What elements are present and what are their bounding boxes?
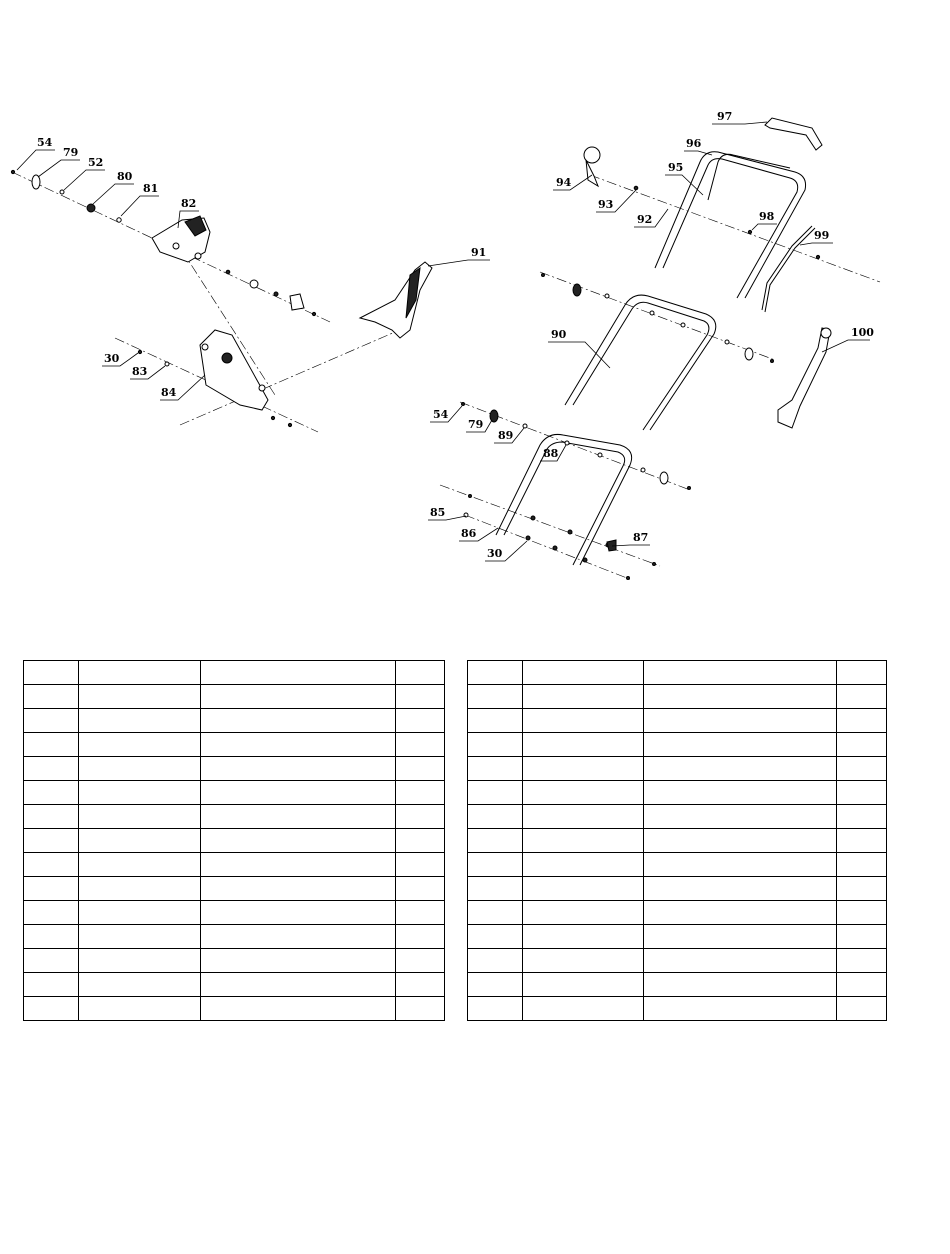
callout-90: 90 — [551, 328, 567, 341]
nut-80 — [87, 204, 95, 212]
callout-54: 54 — [37, 136, 53, 149]
table-cell — [523, 877, 644, 901]
table-cell — [200, 709, 395, 733]
table-row — [468, 829, 887, 853]
table-row — [24, 781, 445, 805]
table-cell — [523, 829, 644, 853]
callout-79-right: 79 — [468, 418, 484, 431]
knob-79 — [32, 175, 40, 189]
table-cell — [523, 757, 644, 781]
table-row — [24, 973, 445, 997]
table-row — [468, 661, 887, 685]
table-cell — [836, 733, 886, 757]
callout-52: 52 — [88, 156, 104, 169]
table-cell — [836, 973, 886, 997]
table-cell — [643, 853, 836, 877]
callout-99: 99 — [814, 229, 830, 242]
table-cell — [643, 949, 836, 973]
table-cell — [468, 685, 523, 709]
table-cell — [395, 685, 444, 709]
table-cell — [79, 901, 201, 925]
table-cell — [395, 661, 444, 685]
table-cell — [79, 973, 201, 997]
table-cell — [523, 997, 644, 1021]
table-cell — [395, 781, 444, 805]
grip-97 — [765, 118, 822, 150]
table-cell — [643, 901, 836, 925]
callout-98: 98 — [759, 210, 775, 223]
table-cell — [24, 853, 79, 877]
table-cell — [24, 973, 79, 997]
table-cell — [468, 901, 523, 925]
table-cell — [395, 709, 444, 733]
table-cell — [24, 949, 79, 973]
table-cell — [836, 997, 886, 1021]
table-row — [468, 973, 887, 997]
table-cell — [24, 877, 79, 901]
table-cell — [395, 997, 444, 1021]
callout-96: 96 — [686, 137, 702, 150]
table-cell — [836, 661, 886, 685]
table-row — [468, 757, 887, 781]
callout-85: 85 — [430, 506, 446, 519]
table-cell — [643, 925, 836, 949]
table-cell — [200, 757, 395, 781]
table-row — [24, 805, 445, 829]
table-cell — [643, 805, 836, 829]
table-cell — [836, 781, 886, 805]
table-cell — [24, 805, 79, 829]
table-cell — [79, 757, 201, 781]
table-cell — [200, 853, 395, 877]
table-cell — [523, 901, 644, 925]
table-cell — [836, 901, 886, 925]
table-cell — [643, 757, 836, 781]
table-cell — [79, 709, 201, 733]
table-cell — [395, 805, 444, 829]
table-cell — [643, 685, 836, 709]
table-cell — [24, 685, 79, 709]
table-cell — [468, 709, 523, 733]
table-cell — [24, 733, 79, 757]
table-cell — [395, 877, 444, 901]
table-cell — [836, 829, 886, 853]
table-cell — [643, 973, 836, 997]
table-row — [468, 853, 887, 877]
callout-30-left: 30 — [104, 352, 120, 365]
table-row — [24, 901, 445, 925]
table-cell — [468, 877, 523, 901]
table-cell — [200, 805, 395, 829]
table-cell — [468, 973, 523, 997]
table-row — [468, 877, 887, 901]
callout-30-right: 30 — [487, 547, 503, 560]
cable-99 — [765, 228, 815, 312]
table-row — [24, 853, 445, 877]
table-cell — [643, 709, 836, 733]
callout-84: 84 — [161, 386, 177, 399]
callout-80: 80 — [117, 170, 133, 183]
table-cell — [643, 997, 836, 1021]
right-assembly — [428, 110, 880, 580]
table-cell — [79, 781, 201, 805]
table-row — [24, 829, 445, 853]
table-cell — [200, 973, 395, 997]
table-cell — [523, 973, 644, 997]
table-cell — [523, 853, 644, 877]
table-cell — [395, 925, 444, 949]
table-cell — [643, 781, 836, 805]
table-cell — [79, 685, 201, 709]
table-cell — [79, 829, 201, 853]
table-cell — [836, 949, 886, 973]
callout-82: 82 — [181, 197, 197, 210]
callout-86: 86 — [461, 527, 477, 540]
callout-88: 88 — [543, 447, 559, 460]
table-cell — [200, 733, 395, 757]
table-row — [468, 709, 887, 733]
table-cell — [395, 829, 444, 853]
table-cell — [79, 997, 201, 1021]
table-cell — [523, 805, 644, 829]
table-cell — [79, 805, 201, 829]
table-cell — [836, 805, 886, 829]
table-cell — [468, 757, 523, 781]
knob-94 — [584, 147, 600, 186]
table-row — [24, 709, 445, 733]
table-cell — [79, 733, 201, 757]
bracket-84 — [200, 330, 268, 410]
table-cell — [523, 949, 644, 973]
table-row — [468, 901, 887, 925]
table-cell — [468, 949, 523, 973]
table-cell — [79, 949, 201, 973]
callout-92: 92 — [637, 213, 653, 226]
middle-handle-90 — [565, 295, 716, 430]
table-cell — [523, 781, 644, 805]
callout-94: 94 — [556, 176, 572, 189]
callout-93: 93 — [598, 198, 614, 211]
table-row — [24, 949, 445, 973]
table-cell — [200, 781, 395, 805]
table-row — [468, 997, 887, 1021]
callout-54-right: 54 — [433, 408, 449, 421]
table-cell — [79, 661, 201, 685]
table-cell — [24, 925, 79, 949]
callout-89: 89 — [498, 429, 514, 442]
table-cell — [468, 925, 523, 949]
table-cell — [200, 925, 395, 949]
table-cell — [24, 757, 79, 781]
table-cell — [468, 853, 523, 877]
table-cell — [468, 733, 523, 757]
callout-79: 79 — [63, 146, 79, 159]
table-cell — [200, 829, 395, 853]
callout-97: 97 — [717, 110, 733, 123]
table-row — [24, 997, 445, 1021]
table-cell — [468, 829, 523, 853]
table-row — [24, 757, 445, 781]
callout-100: 100 — [851, 326, 874, 339]
table-cell — [836, 757, 886, 781]
table-cell — [836, 853, 886, 877]
table-cell — [200, 949, 395, 973]
callout-91: 91 — [471, 246, 487, 259]
table-cell — [395, 853, 444, 877]
bolt-54 — [11, 170, 14, 173]
table-cell — [395, 973, 444, 997]
table-row — [24, 925, 445, 949]
table-cell — [200, 877, 395, 901]
lever-91 — [360, 262, 432, 338]
housing-82 — [152, 216, 210, 262]
table-cell — [836, 709, 886, 733]
table-cell — [24, 997, 79, 1021]
table-cell — [523, 733, 644, 757]
washer-52 — [60, 190, 64, 194]
left-assembly — [11, 136, 490, 432]
table-cell — [24, 781, 79, 805]
table-cell — [523, 709, 644, 733]
table-row — [24, 877, 445, 901]
tool-100 — [778, 328, 831, 428]
table-cell — [79, 925, 201, 949]
parts-table-right — [467, 660, 887, 1021]
table-cell — [643, 733, 836, 757]
table-cell — [836, 925, 886, 949]
callout-87: 87 — [633, 531, 649, 544]
table-cell — [523, 925, 644, 949]
table-cell — [24, 901, 79, 925]
table-cell — [468, 805, 523, 829]
table-cell — [523, 685, 644, 709]
table-cell — [200, 685, 395, 709]
table-cell — [468, 661, 523, 685]
table-cell — [836, 685, 886, 709]
table-row — [468, 949, 887, 973]
table-cell — [395, 757, 444, 781]
table-cell — [395, 901, 444, 925]
table-row — [24, 685, 445, 709]
table-row — [468, 925, 887, 949]
table-row — [24, 733, 445, 757]
table-cell — [24, 829, 79, 853]
table-row — [468, 733, 887, 757]
table-cell — [643, 829, 836, 853]
table-cell — [468, 997, 523, 1021]
table-cell — [200, 661, 395, 685]
table-row — [24, 661, 445, 685]
table-cell — [24, 709, 79, 733]
table-cell — [200, 901, 395, 925]
table-row — [468, 685, 887, 709]
spacer-81 — [117, 218, 121, 222]
table-cell — [643, 877, 836, 901]
callouts-right — [428, 110, 874, 561]
table-row — [468, 805, 887, 829]
table-cell — [523, 661, 644, 685]
callout-81: 81 — [143, 182, 159, 195]
table-cell — [395, 949, 444, 973]
table-row — [468, 781, 887, 805]
table-cell — [643, 661, 836, 685]
table-cell — [200, 997, 395, 1021]
callout-83: 83 — [132, 365, 148, 378]
table-cell — [24, 661, 79, 685]
callout-95: 95 — [668, 161, 684, 174]
table-cell — [395, 733, 444, 757]
table-cell — [79, 853, 201, 877]
table-cell — [79, 877, 201, 901]
parts-table-left — [23, 660, 445, 1021]
table-cell — [836, 877, 886, 901]
table-cell — [468, 781, 523, 805]
